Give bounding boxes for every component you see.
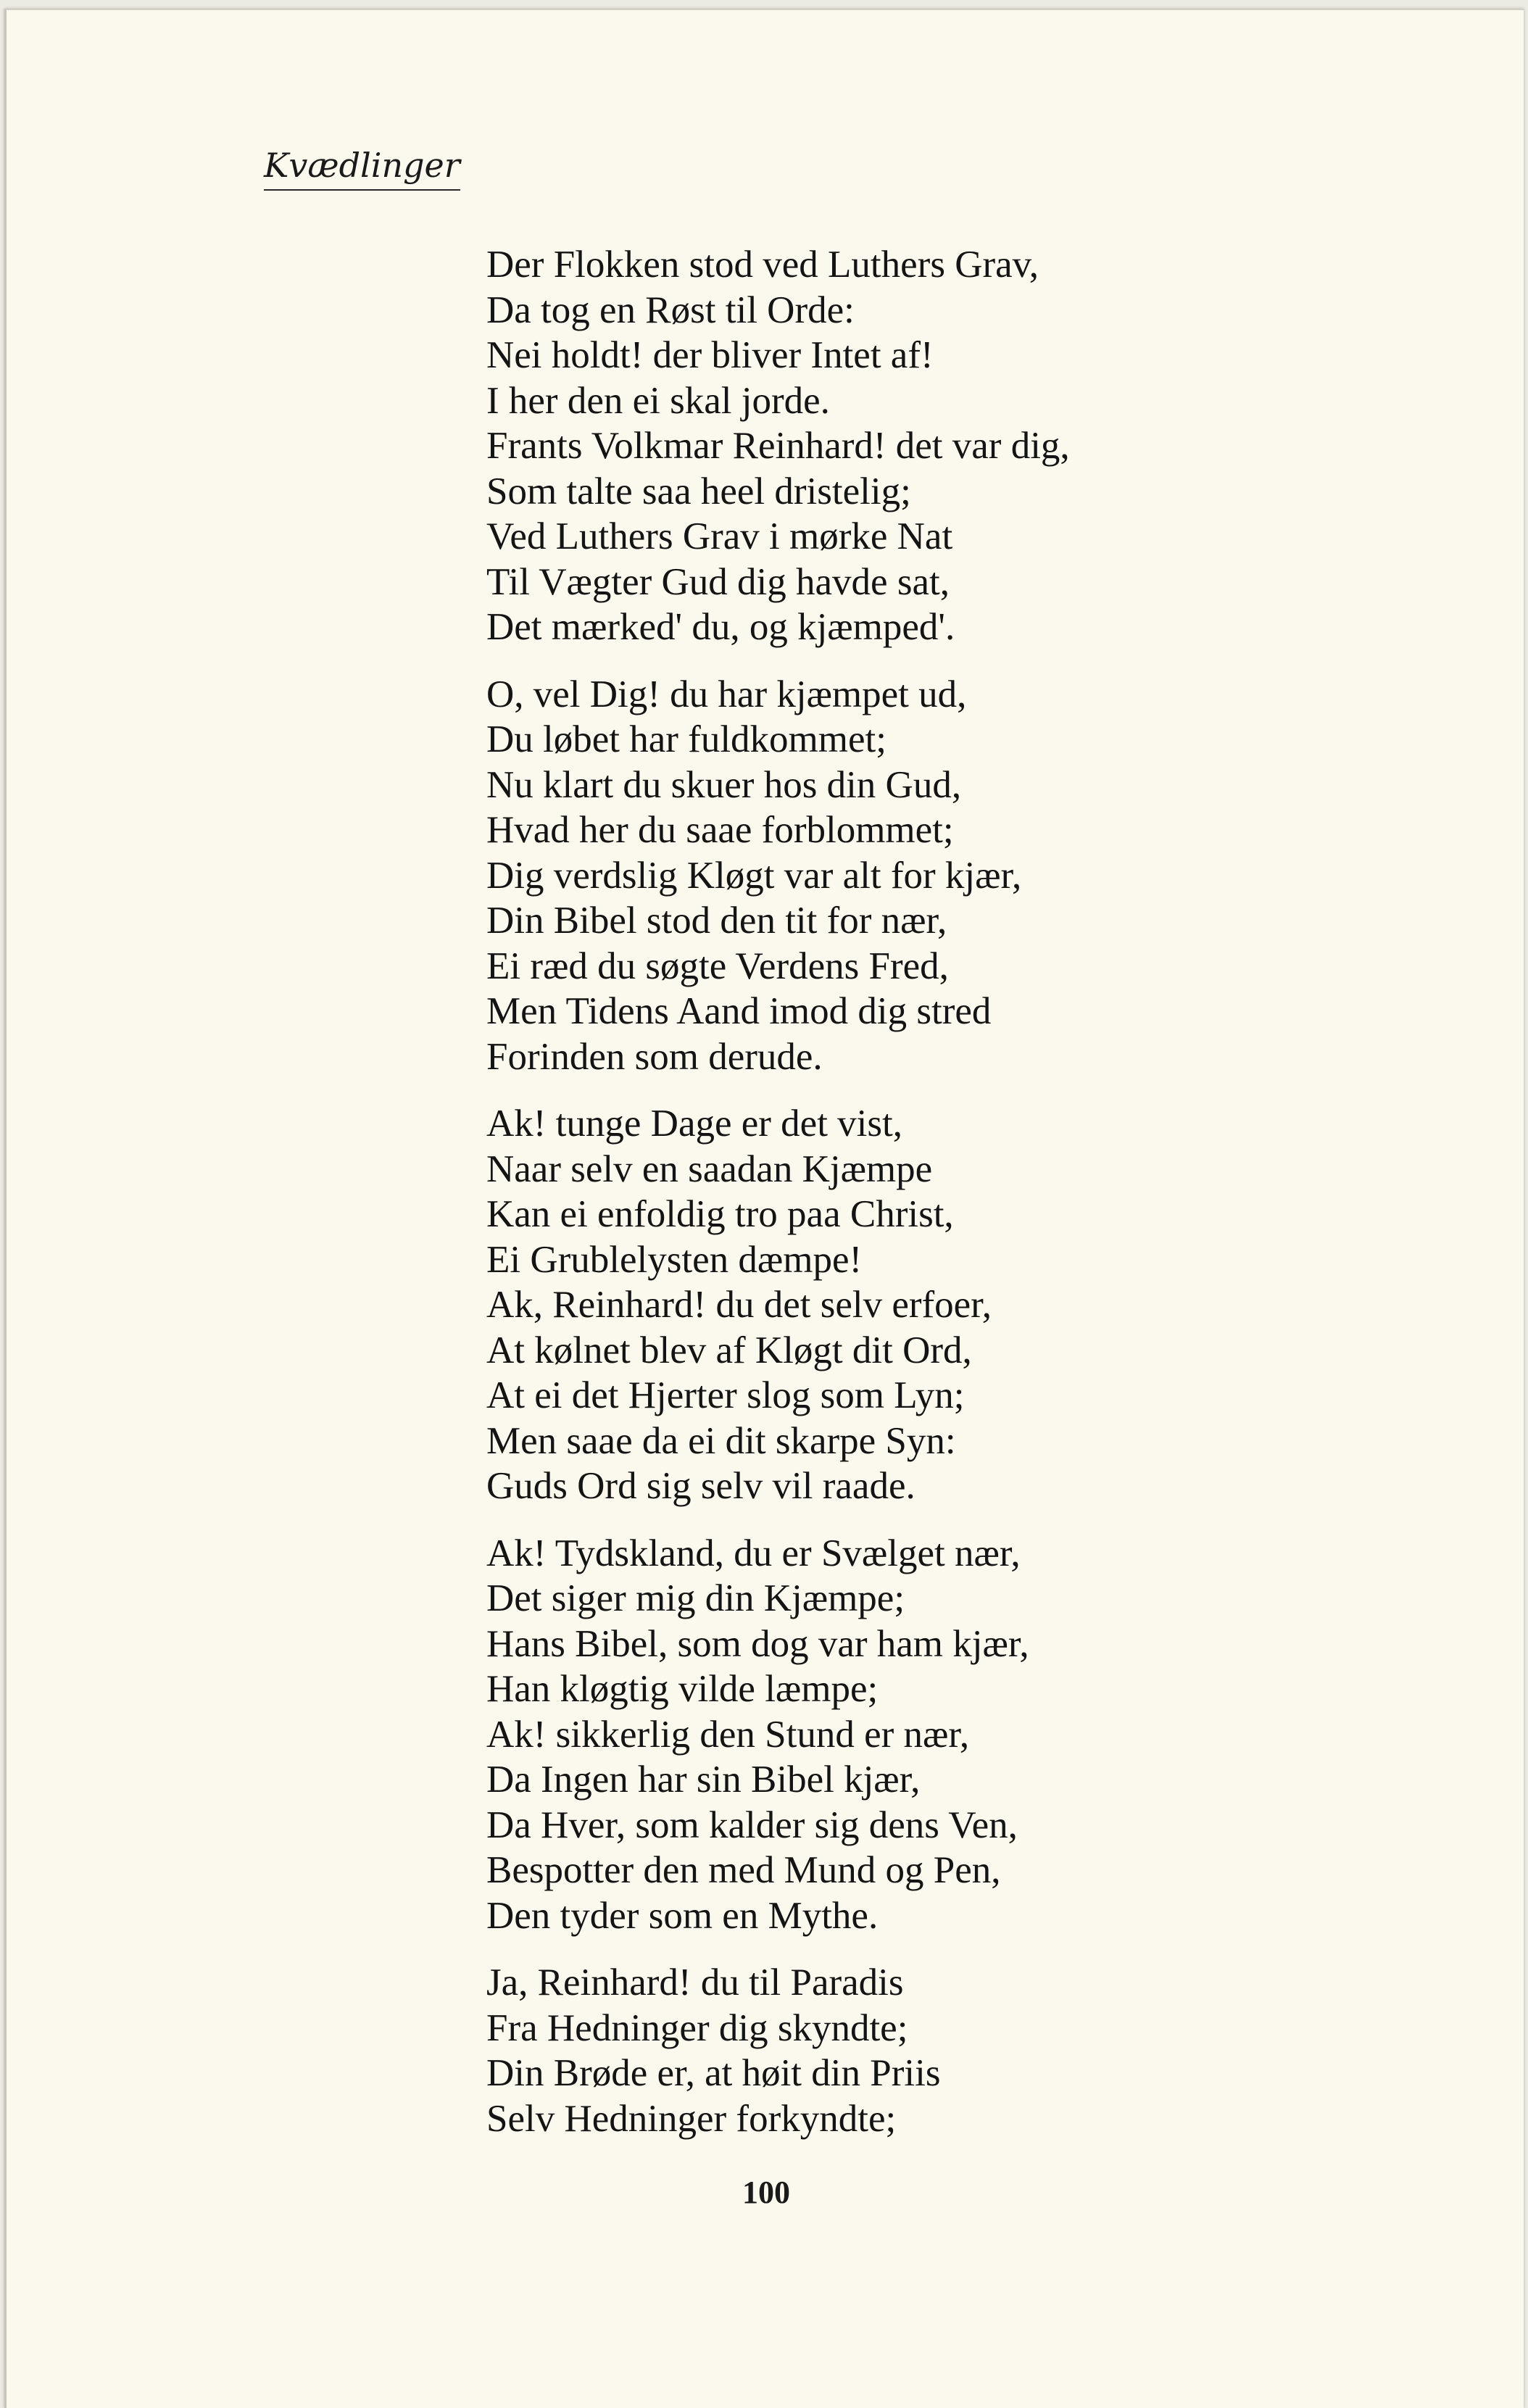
poem-line: Men Tidens Aand imod dig stred — [486, 990, 992, 1032]
poem-line: Bespotter den med Mund og Pen, — [486, 1849, 1001, 1891]
poem-line: Din Bibel stod den tit for nær, — [486, 900, 947, 942]
poem-line: Til Vægter Gud dig havde sat, — [486, 560, 950, 603]
poem-line: Du løbet har fuldkommet; — [486, 718, 887, 760]
stanza-3 — [486, 1101, 1450, 1509]
poem-line: I her den ei skal jorde. — [486, 379, 830, 422]
poem-line: Ak! sikkerlig den Stund er nær, — [486, 1713, 970, 1756]
poem-line: Nei holdt! der bliver Intet af! — [486, 334, 934, 376]
poem-line: Ak! Tydskland, du er Svælget nær, — [486, 1532, 1021, 1574]
page-number: 100 — [742, 2175, 790, 2210]
poem-line: Da Ingen har sin Bibel kjær, — [486, 1759, 921, 1801]
book-page — [4, 9, 1524, 2408]
poem-line: Men saae da ei dit skarpe Syn: — [486, 1419, 956, 1462]
poem-line: At kølnet blev af Kløgt dit Ord, — [486, 1329, 972, 1371]
poem-line: Som talte saa heel dristelig; — [486, 470, 911, 512]
poem-line: Ved Luthers Grav i mørke Nat — [486, 515, 953, 557]
poem-line: Ei Grublelysten dæmpe! — [486, 1238, 863, 1281]
poem-line: Ja, Reinhard! du til Paradis — [486, 1961, 904, 2004]
poem-line: Det mærked' du, og kjæmped'. — [486, 606, 955, 648]
poem-line: Din Brøde er, at høit din Priis — [486, 2052, 941, 2094]
poem-line: Ei ræd du søgte Verdens Fred, — [486, 944, 949, 987]
stanza-5 — [486, 1960, 1450, 2141]
poem-line: Naar selv en saadan Kjæmpe — [486, 1147, 933, 1190]
running-head: Kvædlinger — [264, 146, 460, 191]
poem-line: Han kløgtig vilde læmpe; — [486, 1668, 879, 1710]
poem-line: O, vel Dig! du har kjæmpet ud, — [486, 673, 967, 715]
poem-line: Guds Ord sig selv vil raade. — [486, 1465, 915, 1507]
poem-line: Ak! tunge Dage er det vist, — [486, 1103, 902, 1145]
stanza-1 — [486, 242, 1450, 650]
poem-line: Hans Bibel, som dog var ham kjær, — [486, 1622, 1029, 1665]
poem-line: Den tyder som en Mythe. — [486, 1894, 879, 1937]
poem-line: Frants Volkmar Reinhard! det var dig, — [486, 425, 1070, 467]
poem-line: At ei det Hjerter slog som Lyn; — [486, 1374, 965, 1416]
poem-line: Da tog en Røst til Orde: — [486, 288, 855, 331]
poem — [486, 242, 1450, 2163]
poem-line: Nu klart du skuer hos din Gud, — [486, 763, 962, 806]
stanza-4 — [486, 1531, 1450, 1939]
stanza-2 — [486, 672, 1450, 1080]
poem-line: Fra Hedninger dig skyndte; — [486, 2006, 908, 2049]
poem-line: Dig verdslig Kløgt var alt for kjær, — [486, 854, 1022, 897]
poem-line: Hvad her du saae forblommet; — [486, 809, 954, 851]
poem-line: Da Hver, som kalder sig dens Ven, — [486, 1803, 1018, 1846]
poem-line: Selv Hedninger forkyndte; — [486, 2097, 897, 2140]
poem-line: Det siger mig din Kjæmpe; — [486, 1577, 905, 1619]
poem-line: Ak, Reinhard! du det selv erfoer, — [486, 1284, 992, 1326]
poem-line: Kan ei enfoldig tro paa Christ, — [486, 1193, 954, 1235]
poem-line: Der Flokken stod ved Luthers Grav, — [486, 244, 1039, 286]
poem-line: Forinden som derude. — [486, 1035, 823, 1078]
